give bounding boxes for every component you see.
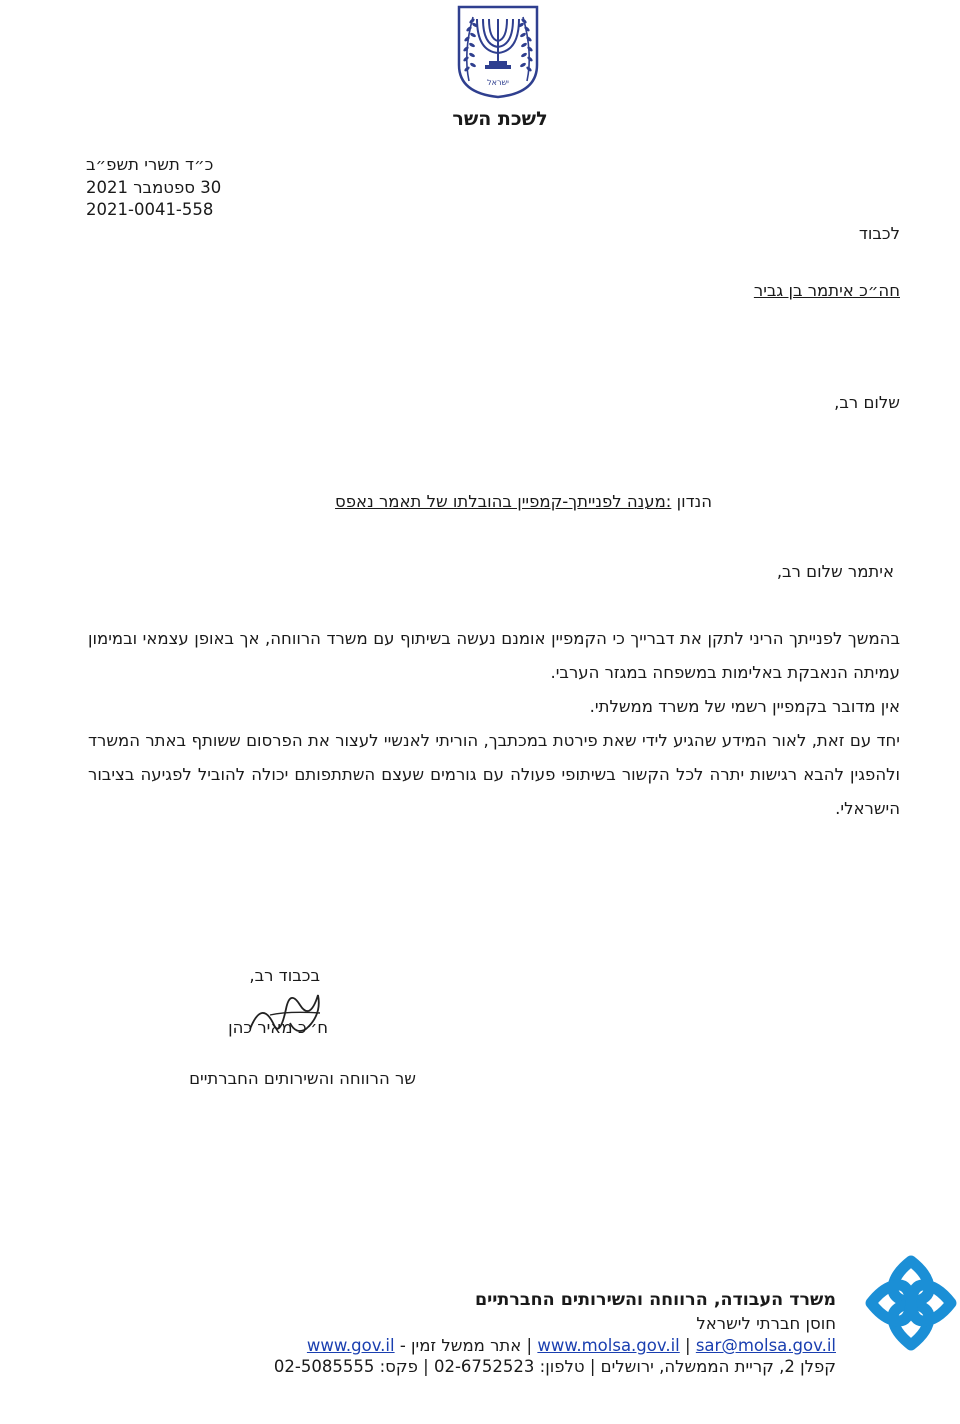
footer-slogan: חוסן חברתי לישראל <box>696 1314 836 1333</box>
phone-label: טלפון: <box>539 1357 585 1376</box>
reference-number: 2021-0041-558 <box>86 200 214 219</box>
phone-number: 02-6752523 <box>433 1357 535 1376</box>
subject-text: :מענה לפנייתך-קמפיין בהובלתו של תאמר נאפס <box>335 492 672 511</box>
date-block <box>86 154 221 222</box>
signatory-title: שר הרווחה והשירותים החברתיים <box>189 1069 416 1088</box>
gov-site-label: אתר ממשל זמין - <box>399 1336 522 1355</box>
office-title: לשכת השר <box>452 108 548 130</box>
fax-label: פקס: <box>379 1357 418 1376</box>
footer-ministry: משרד העבודה, הרווחה והשירותים החברתיים <box>474 1290 836 1310</box>
body-paragraph: אין מדובר בקמפיין רשמי של משרד ממשלתי. <box>589 697 900 716</box>
subject-line <box>200 492 712 511</box>
email-link[interactable]: sar@molsa.gov.il <box>695 1336 836 1355</box>
emblem-caption: ישראל <box>487 78 509 87</box>
signatory-name: ח״כ מאיר כהן <box>228 1018 328 1037</box>
subject-label: הנדון <box>676 492 712 511</box>
signature-closing: בכבוד רב, <box>249 966 320 985</box>
footer-contact: קפלן 2, קריית הממשלה, ירושלים | טלפון: 02-6752523 | פקס: 02-5085555 <box>273 1357 836 1376</box>
gregorian-date: 30 ספטמבר 2021 <box>86 177 222 197</box>
body-paragraphs <box>88 622 900 826</box>
footer-links: www.molsa.gov.il | sar@molsa.gov.il | אתר ממשל זמין - www.gov.il <box>306 1336 836 1355</box>
body-opening: איתמר שלום רב, <box>776 562 894 581</box>
recipient-salutation: לכבוד <box>858 224 900 243</box>
website-link[interactable]: www.molsa.gov.il <box>537 1336 680 1355</box>
gov-site-link[interactable]: www.gov.il <box>306 1336 395 1355</box>
ministry-logo <box>863 1253 959 1353</box>
fax-number: 02-5085555 <box>273 1357 375 1376</box>
footer-address: קפלן 2, קריית הממשלה, ירושלים <box>600 1357 836 1376</box>
state-emblem <box>455 3 541 99</box>
greeting: שלום רב, <box>834 393 900 412</box>
body-paragraph: יחד עם זאת, לאור המידע שהגיע לידי שאת פירטת במכתבך, הוריתי לאנשיי לעצור את הפרסום ששותף באתר המשרד ולהפגין להבא רגישות יתרה לכל הקשור בשיתופי פעולה עם גורמים שעצם השתתפותם יכולה להוביל לפגיעה בציבור הישראלי. <box>88 731 900 818</box>
hebrew-date: כ״ד תשרי תשפ״ב <box>86 155 214 174</box>
recipient-name: חה״כ איתמר בן גביר <box>753 281 900 300</box>
body-paragraph: בהמשך לפנייתך הריני לתקן את דברייך כי הקמפיין אומנם נעשה בשיתוף עם משרד הרווחה, אך באופן עצמאי ובמימון עמיתה הנאבקת באלימות במשפחה במגזר הערבי. <box>88 629 900 682</box>
